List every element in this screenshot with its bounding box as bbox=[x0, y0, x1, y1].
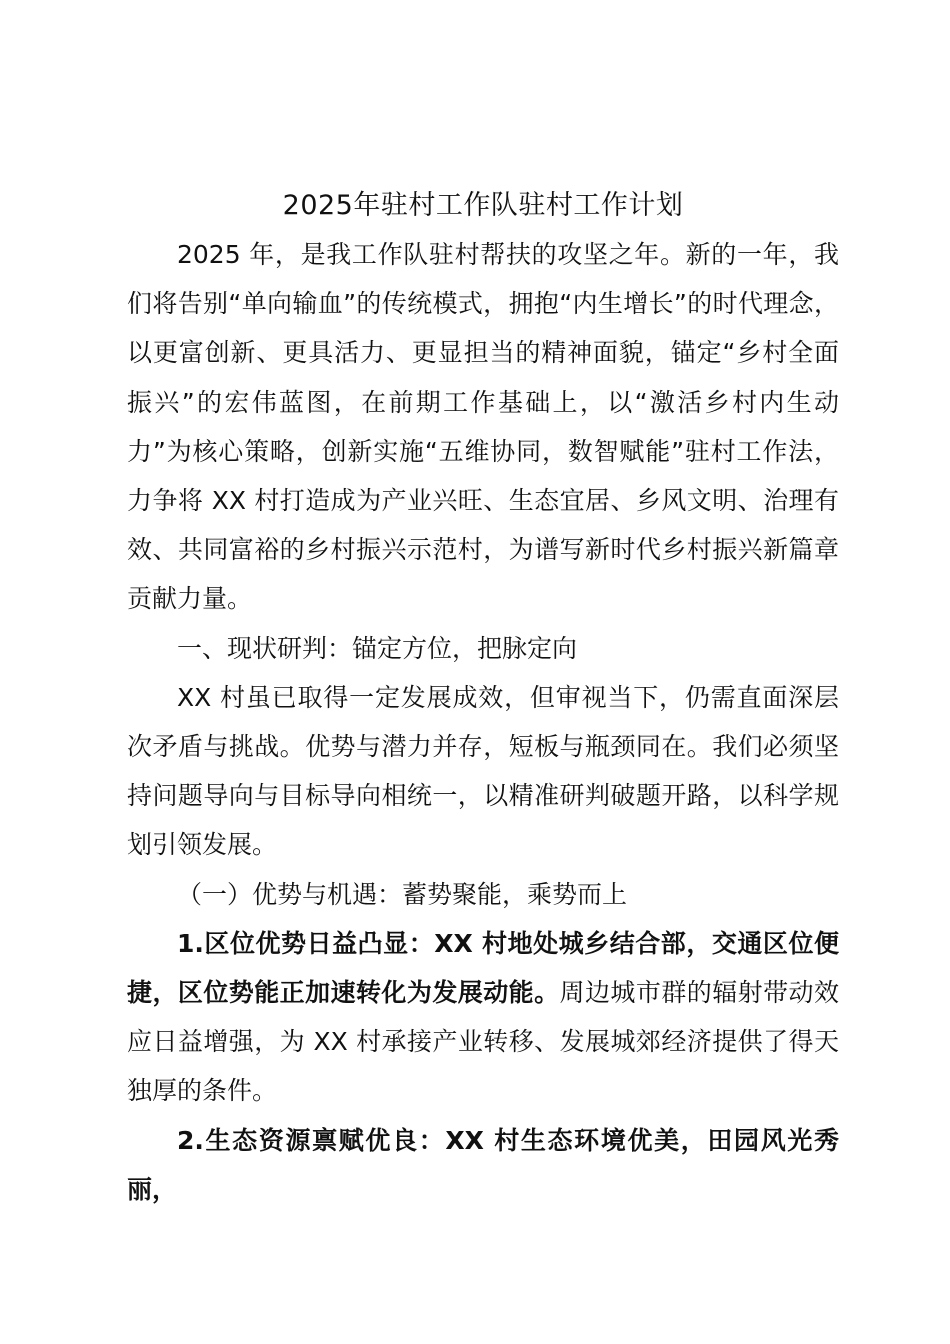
item-1-text: 周边城市群的辐射带动效应日益增强，为 XX 村承接产业转移、发展城郊经济提供了得天独厚的条件。 bbox=[127, 978, 839, 1106]
section-1-heading: 一、现状研判：锚定方位，把脉定向 bbox=[177, 633, 578, 663]
document-title: 2025年驻村工作队驻村工作计划 bbox=[282, 190, 684, 221]
item-1-paragraph bbox=[127, 919, 839, 1116]
document-page bbox=[127, 182, 839, 1214]
subsection-1-heading: （一）优势与机遇：蓄势聚能，乘势而上 bbox=[177, 879, 628, 909]
intro-paragraph: 2025 年，是我工作队驻村帮扶的攻坚之年。新的一年，我们将告别“单向输血”的传统模式，拥抱“内生增长”的时代理念，以更富创新、更具活力、更显担当的精神面貌，锚定“乡村全面振兴”的宏伟蓝图，在前期工作基础上，以“激活乡村内生动力”为核心策略，创新实施“五维协同，数智赋能”驻村工作法，力争将 XX 村打造成为产业兴旺、生态宜居、乡风文明、治理有效、共同富裕的乡村振兴示范村，为谱写新时代乡村振兴新篇章贡献力量。 bbox=[127, 240, 839, 614]
section-1-paragraph: XX 村虽已取得一定发展成效，但审视当下，仍需直面深层次矛盾与挑战。优势与潜力并存，短板与瓶颈同在。我们必须坚持问题导向与目标导向相统一，以精准研判破题开路，以科学规划引领发展。 bbox=[127, 682, 839, 860]
item-2-paragraph bbox=[127, 1116, 839, 1214]
item-2-bold-lead: 2.生态资源禀赋优良：XX 村生态环境优美，田园风光秀丽， bbox=[127, 1125, 839, 1204]
item-1-bold-lead: 1.区位优势日益凸显：XX 村地处城乡结合部，交通区位便捷，区位势能正加速转化为发展动能。 bbox=[127, 928, 839, 1008]
